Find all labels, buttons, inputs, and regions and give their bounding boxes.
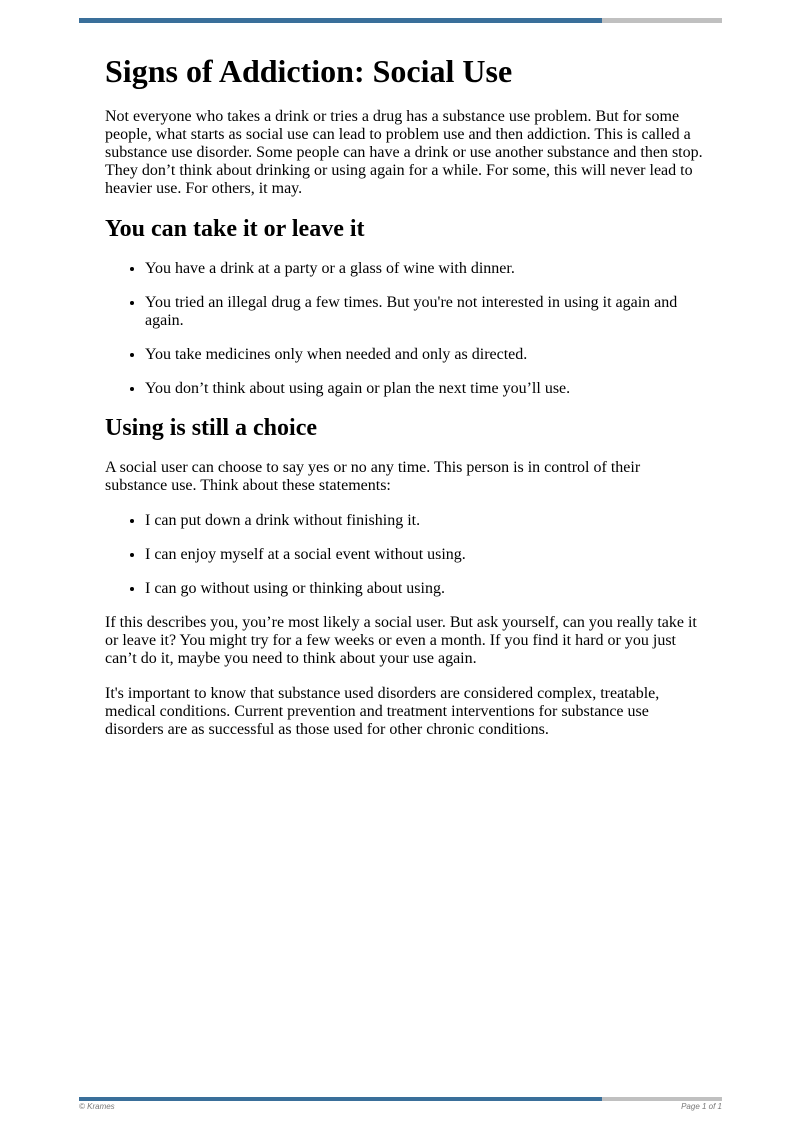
- intro-paragraph: Not everyone who takes a drink or tries a drug has a substance use problem. But for some people, what starts as social use can lead to problem use and then addiction. This is called a substance use disorder. Some people can have a drink or use another substance and then stop. They don’t think about drinking or using again for a while. For some, this will never lead to heavier use. For others, it may.: [105, 108, 703, 198]
- section-heading-choice: Using is still a choice: [105, 415, 318, 442]
- list-item: • I can go without using or thinking about using.: [145, 580, 705, 598]
- list-item: • You have a drink at a party or a glass of wine with dinner.: [145, 260, 705, 278]
- list-item: • You tried an illegal drug a few times. But you're not interested in using it again and again.: [145, 294, 705, 330]
- footer-copyright: © Krames: [79, 1102, 115, 1111]
- page-title: Signs of Addiction: Social Use: [105, 53, 513, 89]
- list-item: • You don’t think about using again or plan the next time you’ll use.: [145, 380, 705, 398]
- footer-rule-accent: [79, 1097, 602, 1101]
- document-body: [105, 52, 705, 756]
- list-item: • I can put down a drink without finishing it.: [145, 512, 705, 530]
- list-item: • You take medicines only when needed and only as directed.: [145, 346, 705, 364]
- list-item: • I can enjoy myself at a social event without using.: [145, 546, 705, 564]
- take-or-leave-list: [105, 260, 705, 398]
- choice-intro-paragraph: A social user can choose to say yes or no any time. This person is in control of their substance use. Think about these statements:: [105, 458, 641, 494]
- statements-list: [105, 512, 705, 598]
- social-user-paragraph: If this describes you, you’re most likely a social user. But ask yourself, can you really take it or leave it? You might try for a few weeks or even a month. If you find it hard or you just can’t do it, maybe you need to think about your use again.: [105, 613, 697, 667]
- footer-rule: [79, 1097, 722, 1101]
- treatment-paragraph: It's important to know that substance used disorders are considered complex, treatable, medical conditions. Current prevention and treatment interventions for substance use disorders are as successful as those used for other chronic conditions.: [105, 684, 660, 738]
- header-rule: [79, 18, 722, 23]
- header-rule-accent: [79, 18, 602, 23]
- section-heading-take-or-leave: You can take it or leave it: [105, 216, 365, 243]
- footer-page-number: Page 1 of 1: [681, 1102, 722, 1111]
